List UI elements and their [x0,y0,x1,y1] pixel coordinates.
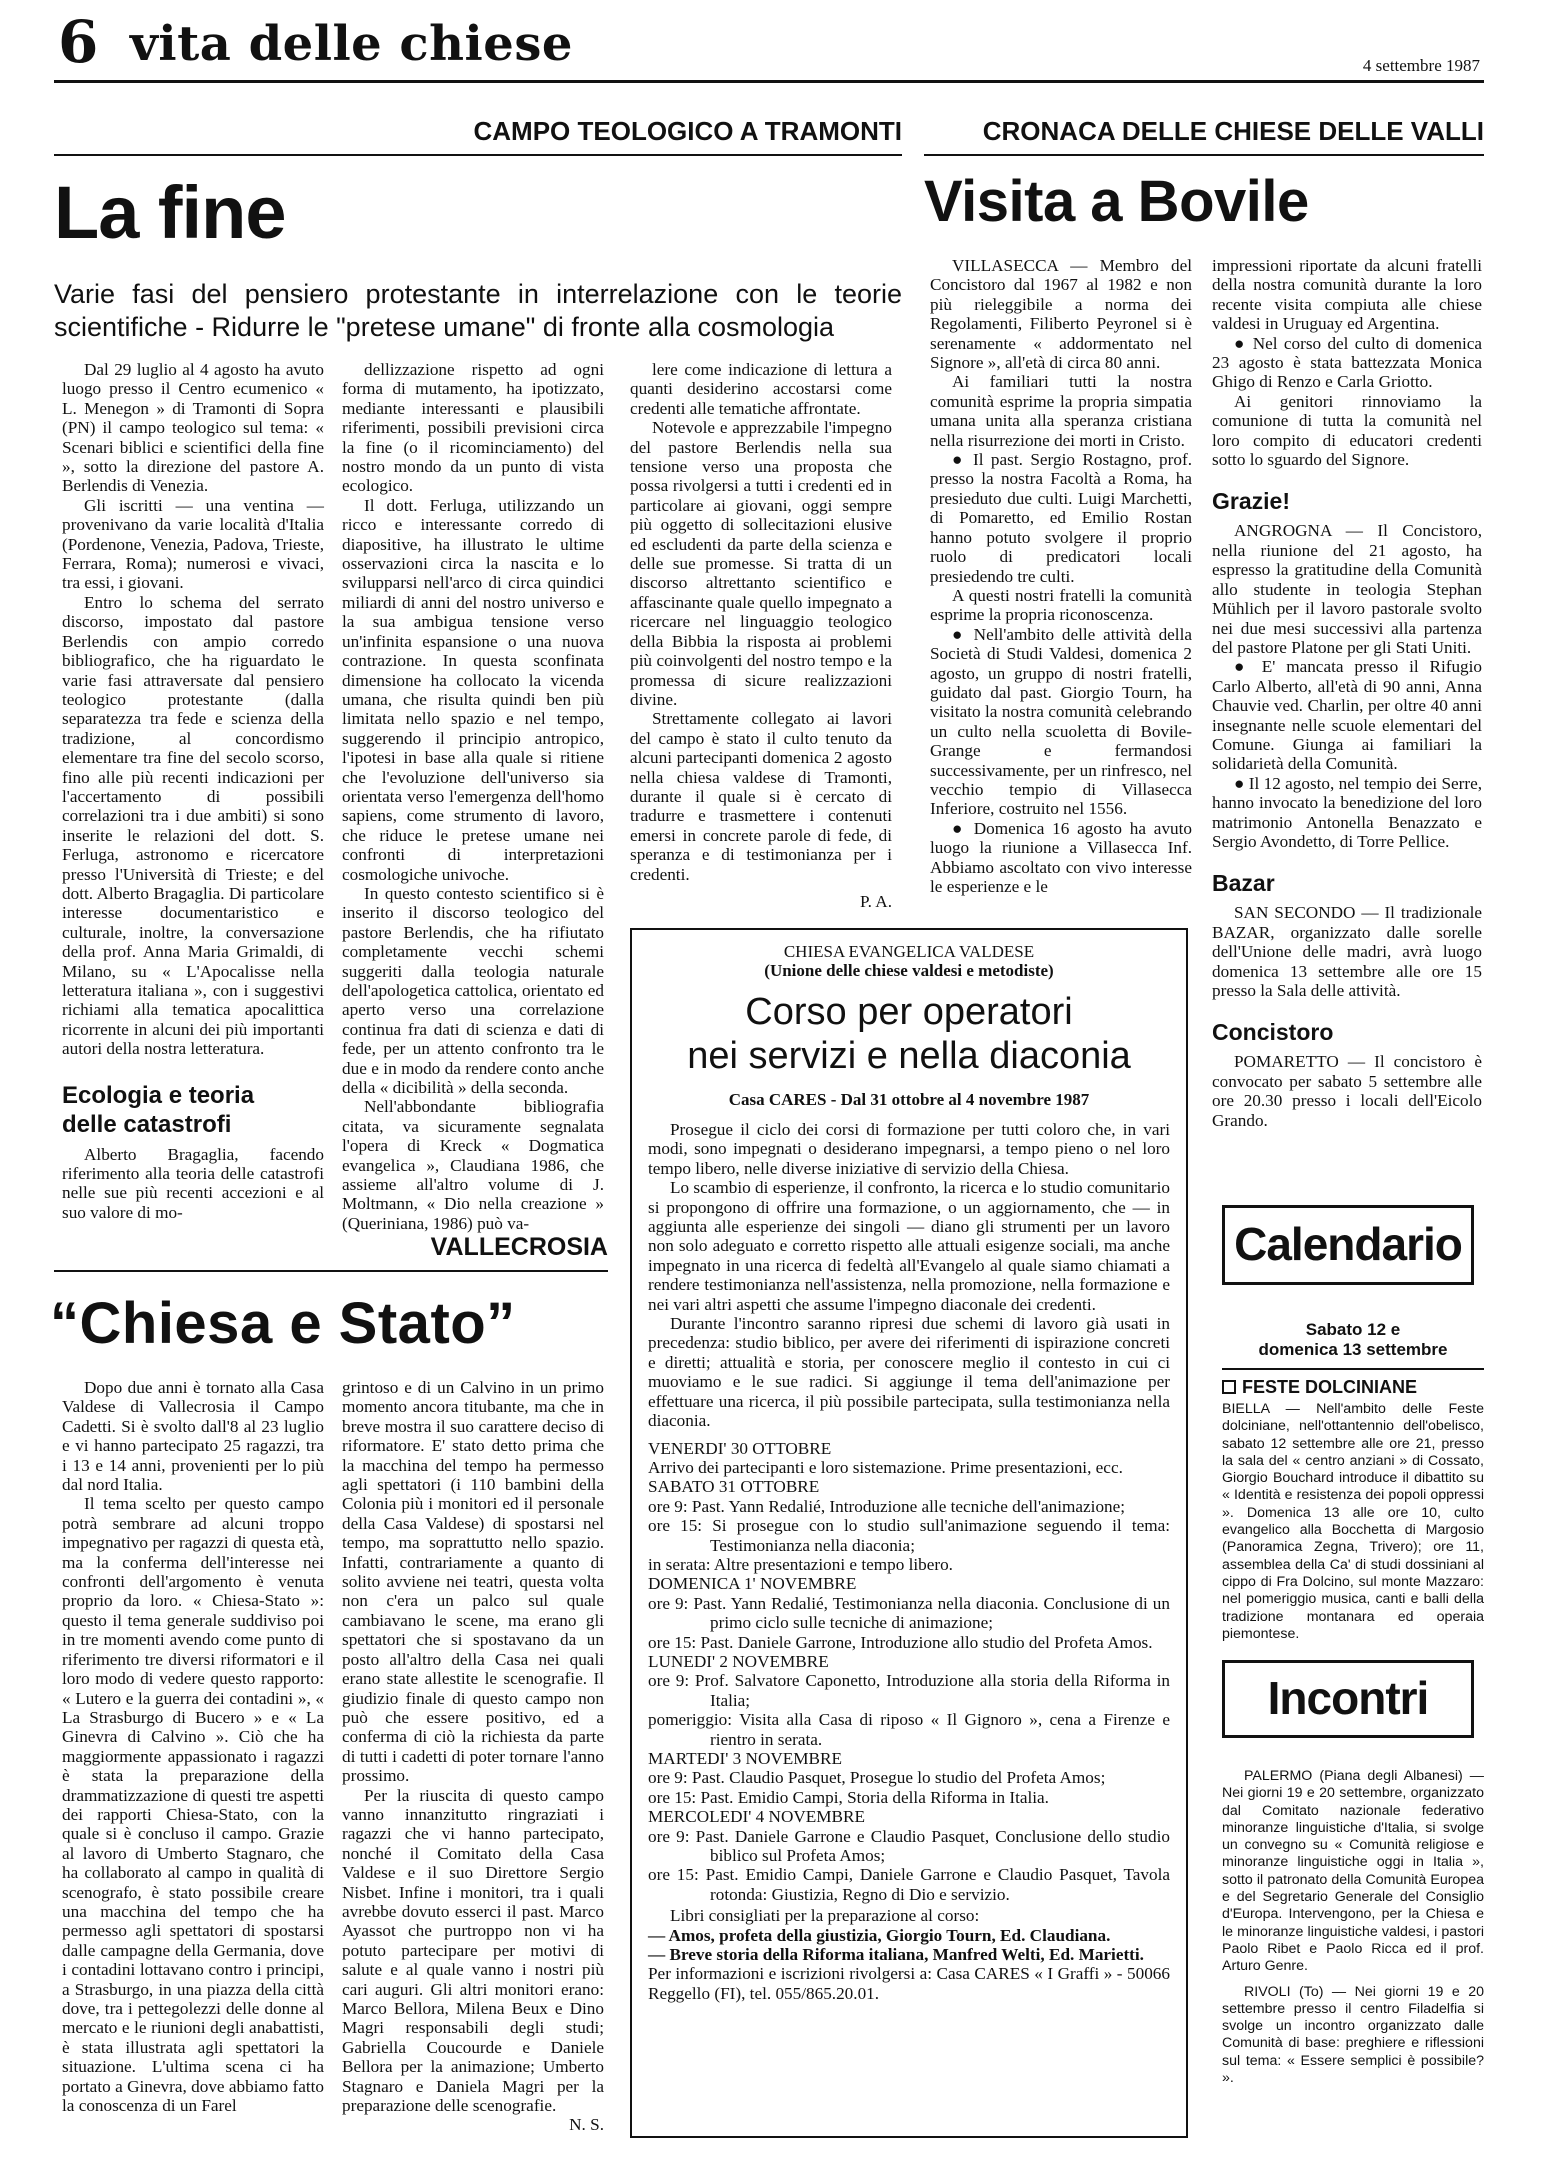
paragraph: Il tema scelto per questo campo potrà sembrare ad alcuni troppo impegnativo per ragazzi di questa età, ma la conferma dell'interesse nei confronti dell'argomento è venuta proprio da loro. « Chiesa-Stato »: questo il tema generale suddiviso poi in tre momenti avendo come punto di riferimento tre diversi riformatori e il loro modo di vedere questo rapporto: « Lutero e la guerra dei contadini », « La Strasburgo di Bucero » e « La Ginevra di Calvino ». Ciò che ha maggiormente appassionato i ragazzi è stata la preparazione della drammatizzazione di questi tre aspetti dei rapporti Chiesa-Stato, con la quale si è concluso il campo. Grazie al lavoro di Umberto Stagnaro, che ha collaborato al campo in qualità di scenografo, è stato possibile creare una macchina del tempo che ha permesso agli spettatori di spostarsi dalle campagne della Germania, dove i contadini lottavano contro i principi, a Strasburgo, in una piazza della città dove, tra i pettegolezzi delle donne al mercato e le riunioni degli anabattisti, è stata illustrata agli spettatori la situazione. L'ultima scena ci ha portato a Ginevra, dove abbiamo fatto la conoscenza di un Farel [62,1494,324,2116]
subhead-grazie: Grazie! [1212,488,1290,515]
program-line: ore 9: Past. Yann Redalié, Introduzione alle tecniche dell'animazione; [648,1496,1126,1516]
program-line: ore 15: Past. Emidio Campi, Daniele Garrone e Claudio Pasquet, Tavola rotonda: Giustizia, Regno di Dio e servizio. [648,1865,1170,1904]
program-day: MERCOLEDI' 4 NOVEMBRE [648,1807,865,1827]
article1-col2 [342,360,604,1233]
program-line: ore 15: Past. Daniele Garrone, Introduzione allo studio del Profeta Amos. [648,1632,1153,1652]
paragraph: impressioni riportate da alcuni fratelli della nostra comunità durante la loro recente visita compiuta alle chiese valdesi in Uruguay ed Argentina. [1212,256,1482,334]
kicker-rule-2 [924,154,1484,156]
program-line: ore 9: Past. Daniele Garrone e Claudio Pasquet, Conclusione dello studio biblico sul Profeta Amos; [648,1826,1170,1866]
page-number: 6 [58,8,99,76]
paragraph: Ai genitori rinnoviamo la comunione di tutta la comunità nel loro compito di educatori credenti sotto lo sguardo del Signore. [1212,391,1482,470]
program-line: ore 9: Prof. Salvatore Caponetto, Introduzione alla storia della Riforma in Italia; [648,1671,1170,1710]
paragraph: SAN SECONDO — Il tradizionale BAZAR, organizzato dalle sorelle dell'Unione delle madri, avrà luogo domenica 13 settembre alle ore 15 presso la Sala delle attività. [1212,903,1482,1000]
paragraph: ANGROGNA — Il Concistoro, nella riunione del 21 agosto, ha espresso la gratitudine della Comunità allo studente in teologia Stephan Mühlich per il lavoro pastorale svolto nei due mesi successivi alla partenza del pastore Platone per gli Stati Uniti. [1212,521,1482,657]
kicker-rule-3 [54,1270,608,1272]
dateline-1: Sabato 12 e [1305,1320,1401,1339]
calendario-title: Calendario [1234,1218,1462,1270]
paragraph: ● Il past. Sergio Rostagno, prof. presso la nostra Facoltà a Roma, ha presieduto due culti. Luigi Marchetti, di Pomaretto, ed Emilio Rostan hanno potuto svolgere il proprio ruolo di predicatori locali presiedendo tre culti. [930,450,1192,586]
box-title-1: Corso per operatori [745,991,1073,1033]
paragraph: Durante l'incontro saranno ripresi due schemi di lavoro già usati in precedenza: studio biblico, per avere dei riferimenti di ispirazione concreti e diretti; attualità e storia, per conoscere meglio il contesto in cui ci muoviamo e le sue radici. Si aggiunge il tema dell'animazione per effettuare una ricerca, il più possibile partecipata, sulla testimonianza nella diaconia. [648,1314,1170,1431]
paragraph: Dal 29 luglio al 4 agosto ha avuto luogo presso il Centro ecumenico « L. Menegon » di Tramonti di Sopra (PN) il campo teologico sul tema: « Scenari biblici e scientifici della fine », sotto la direzione del pastore A. Berlendis di Venezia. [62,360,324,496]
subhead-ecologia: Ecologia e teoria delle catastrofi [62,1081,255,1138]
program-line: ore 9: Past. Yann Redalié, Testimonianza nella diaconia. Conclusione di un primo ciclo sulle tecniche di animazione; [648,1593,1170,1633]
program-line: Arrivo dei partecipanti e loro sistemazione. Prime presentazioni, ecc. [648,1457,1123,1477]
box-title-2: nei servizi e nella diaconia [687,1035,1131,1077]
paragraph: RIVOLI (To) — Nei giorni 19 e 20 settembre presso il centro Filadelfia si svolge un incontro organizzato dalle Comunità di base: preghiere e riflessioni sul tema: « Essere semplici è possibile? ». [1222,1983,1484,2087]
program-line: ore 15: Past. Emidio Campi, Storia della Riforma in Italia. [648,1787,1049,1807]
program-day: MARTEDI' 3 NOVEMBRE [648,1749,842,1768]
checkbox-icon [1222,1380,1236,1394]
article2-col2 [1212,256,1482,1130]
article3-title: “Chiesa e Stato” [50,1291,516,1356]
paragraph: PALERMO (Piana degli Albanesi) — Nei giorni 19 e 20 settembre, organizzato dal Comitato nazionale federativo minoranze linguistiche d'Italia, si svolge un convegno su « Comunità religiose e minoranze linguistiche oggi in Italia », sotto il patronato della Comunità Europea e del Segretario Generale del Consiglio d'Europa. Intervengono, per la Chiesa e le minoranze linguistiche valdesi, i pastori Paolo Ribet e Paolo Ricca ed il prof. Arturo Genre. [1222,1768,1484,1975]
paragraph: ● Nell'ambito delle attività della Società di Studi Valdesi, domenica 2 agosto, un gruppo di nostri fratelli, guidato dal past. Giorgio Tourn, ha visitato la nostra comunità celebrando un culto nella scuoletta di Bovile-Grange e fermandosi successivamente, per un rinfresco, nel vecchio tempio di Villasecca Inferiore, costruito nel 1556. [930,624,1192,819]
program-day: VENERDI' 30 OTTOBRE [648,1438,832,1458]
paragraph: Per la riuscita di questo campo vanno innanzitutto ringraziati i ragazzi che vi hanno partecipato, nonché il Comitato della Casa Valdese e il suo Direttore Sergio Nisbet. Infine i monitori, tra i quali avrebbe dovuto esserci il past. Marco Ayassot che purtroppo non vi ha potuto partecipare per motivi di salute e al quale vanno i nostri più cari auguri. Gli altri monitori erano: Marco Bellora, Milena Beux e Dino Magri responsabili degli studi; Gabriella Coucourde e Daniele Bellora per la animazione; Umberto Stagnaro e Daniela Magri per la preparazione delle scenografie. [342,1785,604,2116]
masthead-rule [54,80,1484,83]
paragraph: ● Nel corso del culto di domenica 23 agosto è stata battezzata Monica Ghigo di Renzo e Carla Griotto. [1212,333,1482,392]
program-day: SABATO 31 OTTOBRE [648,1477,820,1497]
paragraph: Il dott. Ferluga, utilizzando un ricco e interessante corredo di diapositive, ha illustrato le ultime osservazioni circa la nascita e lo svilupparsi nell'arco di circa quindici miliardi di anni del nostro universo e la sua ambigua tensione verso un'infinita espansione o una nuova contrazione. In questa sconfinata dimensione ha collocato la vicenda umana, che risulta quindi ben più limitata nello spazio e nel tempo, suggerendo il principio antropico, l'ipotesi in base alla quale si ritiene che l'evoluzione dell'universo sia orientata verso l'emergenza dell'homo sapiens, come strumento di lavoro, che riduce le pretese umane nei confronti di interpretazioni cosmologiche univoche. [342,495,604,884]
calendario-box [1222,1205,1474,1285]
signature: N. S. [569,2115,604,2135]
dateline-rule [1222,1368,1484,1370]
calendario-content [1222,1320,1484,1643]
books-intro: Libri consigliati per la preparazione al corso: [670,1906,980,1926]
org-line-2: (Unione delle chiese valdesi e metodiste) [764,961,1054,980]
paragraph: Lo scambio di esperienze, il confronto, la ricerca e lo studio comunitario si propongono di offrire una formazione, o un aggiornamento, che — in aggiunta alle esperienze dei singoli — diano gli strumenti per un lavoro non solo adeguato e corretto rispetto alle attuali esigenze sociali, ma anche impegnato in una ricerca di fedeltà all'Evangelo al quale siamo chiamati a rendere testimonianza nell'assistenza, nella promozione, nella formazione e nei vari altri aspetti che assume l'impegno diaconale dei credenti. [648,1178,1170,1314]
paragraph: Ai familiari tutti la nostra comunità esprime la propria simpatia umana unita alla speranza cristiana nella risurrezione dei morti in Cristo. [930,372,1192,450]
subhead-bazar: Bazar [1212,870,1275,897]
box-dates: Casa CARES - Dal 31 ottobre al 4 novembre 1987 [728,1090,1090,1109]
article1-col1 [62,360,324,1222]
article2-col1 [930,256,1192,896]
paragraph: ● Il 12 agosto, nel tempio dei Serre, hanno invocato la benedizione del loro matrimonio Antonella Benazzato e Sergio Avondetto, di Torre Pellice. [1212,773,1482,851]
kicker-vallecrosia: VALLECROSIA [430,1233,608,1261]
section-title: vita delle chiese [130,16,573,72]
paragraph: Gli iscritti — una ventina — provenivano da varie località d'Italia (Pordenone, Venezia, Padova, Trieste, Ferrara, Roma); numerosi e vivaci, tra essi, i giovani. [62,495,324,593]
incontri-title: Incontri [1267,1672,1429,1724]
paragraph: grintoso e di un Calvino in un primo momento ancora titubante, ma che in breve mostra il suo carattere deciso di riformatore. E' stato detto prima che la macchina del tempo ha permesso agli spettatori (i 110 bambini della Colonia più i monitori ed il personale della Casa Valdese) di spostarsi nel tempo, ma soprattutto nello spazio. Infatti, contrariamente a quanto di solito avviene nei teatri, questa volta non c'era un palco sul quale cambiavano le scene, ma erano gli spettatori che si spostavano da un posto all'altro della Casa nei quali erano state allestite le scenografie. Il giudizio finale di questo campo non può che essere positivo, ed a conferma di ciò la richiesta da parte di tutti i cadetti di poter tornare l'anno prossimo. [342,1378,604,1786]
paragraph: Dopo due anni è tornato alla Casa Valdese di Vallecrosia il Campo Cadetti. Si è svolto dall'8 al 23 luglio e vi hanno partecipato 25 ragazzi, tra i 13 e 14 anni, provenienti per lo più dal nord Italia. [62,1378,324,1495]
program-line: ore 15: Si prosegue con lo studio sull'animazione seguendo il tema: Testimonianza nella diaconia; [648,1516,1170,1555]
paragraph: Strettamente collegato ai lavori del campo è stato il culto tenuto da alcuni partecipanti domenica 2 agosto nella chiesa valdese di Tramonti, durante il quale si è cercato di tradurre e trasmettere i contenuti emersi in concrete parole di fede, di speranza e di testimonianza per i credenti. [630,709,892,884]
program-day: LUNEDI' 2 NOVEMBRE [648,1651,829,1671]
incontri-box [1222,1660,1474,1738]
kicker-rule-1 [54,154,902,156]
signature: P. A. [859,891,892,911]
incontri-content [1222,1768,1484,2087]
box-title [648,990,1170,1078]
kicker-cronaca: CRONACA DELLE CHIESE DELLE VALLI [982,116,1484,146]
article1-col3 [630,360,892,911]
box-org [648,942,1170,980]
paragraph: Entro lo schema del serrato discorso, impostato dal pastore Berlendis con ampio corredo bibliografico, che ha riguardato le varie fasi attraversate dal pensiero teologico protestante (dalla separatezza tra fede e scienza della tradizione, al concordismo elementare tra fine del secolo scorso, fino alle più recenti indicazioni per l'accertamento di possibili correlazioni tra i due ambiti) si sono inserite le relazioni del dott. S. Ferluga, astronomo e ricercatore presso l'Università di Trieste; e del dott. Alberto Bragaglia. Di particolare interesse documentaristico e culturale, inoltre, la conversazione della prof. Anna Maria Grimaldi, di Milano, su « L'Apocalisse nella letteratura italiana », con i suggestivi richiami alla tematica apocalittica ricorrente in alcuni dei più importanti autori della nostra letteratura. [62,592,324,1059]
org-line-1: CHIESA EVANGELICA VALDESE [783,942,1035,961]
kicker-tramonti: CAMPO TEOLOGICO A TRAMONTI [473,116,902,146]
paragraph: POMARETTO — Il concistoro è convocato per sabato 5 settembre alle ore 20.30 presso i locali dell'Eicolo Grando. [1212,1052,1482,1130]
book-item: — Breve storia della Riforma italiana, Manfred Welti, Ed. Marietti. [648,1945,1144,1965]
subhead-concistoro: Concistoro [1212,1019,1334,1046]
program-day: DOMENICA 1' NOVEMBRE [648,1574,857,1594]
article1-subtitle: Varie fasi del pensiero protestante in interrelazione con le teorie scientifiche - Ridurre le "pretese umane" di fronte alla cosmologia [54,279,902,342]
paragraph: Prosegue il ciclo dei corsi di formazione per tutti coloro che, in vari modi, sono impegnati o desiderano impegnarsi, a tempo pieno o nel loro tempo libero, nelle diverse iniziative di servizio della Chiesa. [648,1120,1170,1178]
box-program [648,1439,1170,1905]
event-name: FESTE DOLCINIANE [1242,1377,1418,1397]
paragraph: In questo contesto scientifico si è inserito il discorso teologico del pastore Berlendis, che ha rifiutato completamente vecchi schemi suggeriti dalla teologia naturale dell'apologetica cattolica, orientato ed aperto verso una correlazione continua fra dati di scienza e dati di fede, per un attento confronto tra le due e in modo da rendere conto anche della « dicibilità » della seconda. [342,883,604,1098]
paragraph: ● Domenica 16 agosto ha avuto luogo la riunione a Villasecca Inf. Abbiamo ascoltato con vivo interesse le esperienze e le [930,818,1192,896]
info-line: Per informazioni e iscrizioni rivolgersi a: Casa CARES « I Graffi » - 50066 Reggello (FI), tel. 055/865.20.01. [648,1964,1170,2003]
paragraph: ● E' mancata presso il Rifugio Carlo Alberto, all'età di 90 anni, Anna Chauvie ved. Charlin, per oltre 40 anni insegnante nelle scuole elementari del Comune. Giunga ai familiari la solidarietà della Comunità. [1212,657,1482,774]
event-title [1222,1376,1484,1398]
paragraph: Alberto Bragaglia, facendo riferimento alla teoria delle catastrofi nelle sue più recenti accezioni e al suo valore di mo- [62,1144,324,1222]
paragraph: BIELLA — Nell'ambito delle Feste dolciniane, nell'ottantennio dell'obelisco, sabato 12 settembre alle ore 21, presso la sala del « centro anziani » di Cossato, Giorgio Bouchard introduce il dibattito su « Identità e resistenza dei popoli oppressi ». Domenica 13 alle ore 10, culto evangelico alla Bocchetta di Margosio (Panoramica Zegna, Trivero); ore 11, assemblea della Ca' di studi dossiniani al cippo di Fra Dolcino, sul monte Mazzaro: nel pomeriggio musica, canti e balli della tradizione montanara ed operaia piemontese. [1222,1401,1484,1642]
article3-col1 [62,1378,324,2115]
book-item: — Amos, profeta della giustizia, Giorgio Tourn, Ed. Claudiana. [648,1925,1111,1945]
paragraph: VILLASECCA — Membro del Concistoro dal 1967 al 1982 e non più rieleggibile a norma dei Regolamenti, Filiberto Peyronel si è serenamente « addormentato nel Signore », all'età di circa 80 anni. [930,256,1192,373]
box-body [648,1120,1170,1431]
paragraph: dellizzazione rispetto ad ogni forma di mutamento, ha ipotizzato, mediante interessanti e plausibili riferimenti, possibili previsioni circa la fine (o il ricominciamento) del nostro mondo da un punto di vista ecologico. [342,360,604,496]
paragraph: Nell'abbondante bibliografia citata, va sicuramente segnalata l'opera di Kreck « Dogmatica evangelica », Claudiana 1986, che assieme all'altro volume di J. Moltmann, « Dio nella creazione » (Queriniana, 1986) può va- [342,1097,604,1233]
box-books [648,1906,1170,2003]
article1-title: La fine [54,171,286,254]
paragraph: lere come indicazione di lettura a quanti desiderino accostarsi come credenti alle tematiche affrontate. [630,360,892,418]
program-line: in serata: Altre presentazioni e tempo libero. [648,1554,953,1574]
dateline-2: domenica 13 settembre [1258,1340,1448,1359]
issue-date: 4 settembre 1987 [1362,56,1480,75]
corso-box [630,928,1188,2138]
article2-title: Visita a Bovile [924,169,1309,234]
program-line: pomeriggio: Visita alla Casa di riposo « Il Gignoro », cena a Firenze e rientro in serata. [648,1710,1170,1749]
paragraph: Notevole e apprezzabile l'impegno del pastore Berlendis nella sua tensione verso una proposta che possa rivolgersi a tutti i credenti ed in particolare ai giovani, oggi sempre più oggetto di sollecitazioni elusive ed escludenti da parte della scienza e delle sue promesse. Si tratta di un discorso altrettanto scientifico e affascinante quale quello impegnato a ricercare nel linguaggio teologico della Bibbia la risposta ai problemi più coinvolgenti del nostro tempo e la promessa di sicure realizzazioni divine. [630,418,892,709]
program-line: ore 9: Past. Claudio Pasquet, Prosegue lo studio del Profeta Amos; [648,1768,1106,1788]
paragraph: A questi nostri fratelli la comunità esprime la propria riconoscenza. [930,585,1192,625]
masthead [54,8,1484,76]
calendario-dateline [1222,1320,1484,1360]
article3-col2 [342,1378,604,2135]
